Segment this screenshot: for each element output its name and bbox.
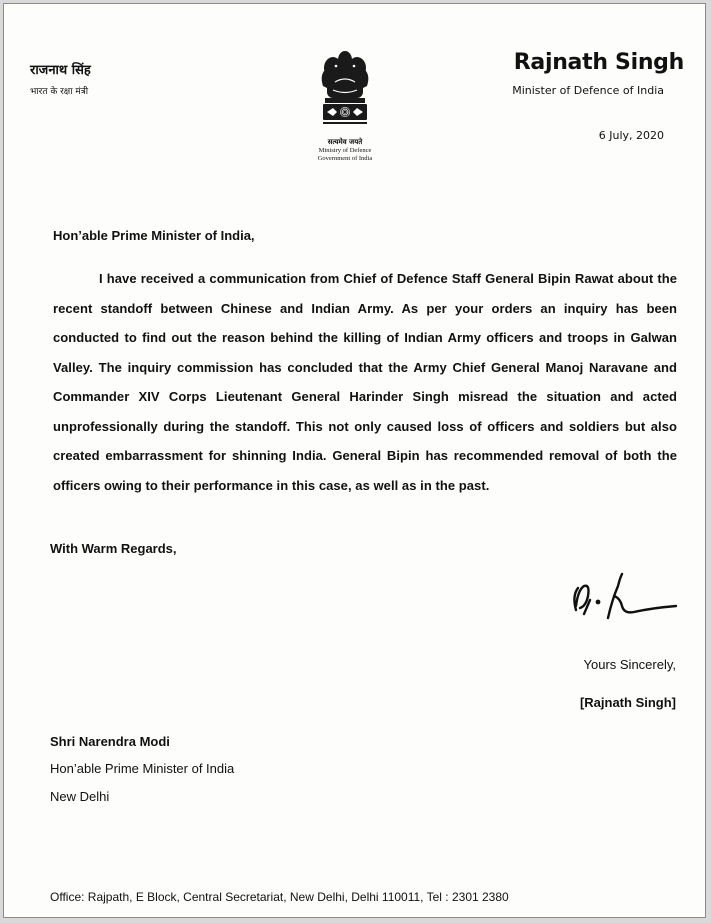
salutation: Hon’able Prime Minister of India, bbox=[53, 228, 255, 243]
english-title: Minister of Defence of India bbox=[512, 84, 664, 97]
letter-date: 6 July, 2020 bbox=[598, 129, 664, 142]
hindi-title: भारत के रक्षा मंत्री bbox=[30, 87, 89, 97]
letter-page bbox=[3, 3, 706, 918]
ministry-line-2: Government of India bbox=[317, 155, 373, 162]
regards: With Warm Regards, bbox=[50, 541, 177, 556]
closing: Yours Sincerely, bbox=[583, 657, 676, 672]
english-name: Rajnath Singh bbox=[513, 50, 684, 75]
recipient-title: Hon’able Prime Minister of India bbox=[50, 761, 235, 776]
recipient-city: New Delhi bbox=[50, 789, 110, 804]
recipient-name: Shri Narendra Modi bbox=[50, 734, 170, 749]
letter-body: I have received a communication from Chief of Defence Staff General Bipin Rawat about the recent standoff between Chinese and Indian Army. As per your orders an inquiry has been conducted to find out the reason behind the killing of Indian Army officers and troops in Galwan Valley. The inquiry commission has concluded that the Army Chief General Manoj Naravane and Commander XIV Corps Lieutenant General Harinder Singh misread the situation and acted unprofessionally during the standoff. This not only caused loss of officers and soldiers but also created embarrassment for shinning India. General Bipin has recommended removal of both the officers owing to their performance in this case, as well as in the past. bbox=[53, 271, 677, 493]
hindi-name: राजनाथ सिंह bbox=[30, 63, 91, 78]
signed-name: [Rajnath Singh] bbox=[579, 695, 676, 710]
emblem-motto: सत्यमेव जयते bbox=[327, 137, 363, 146]
office-address-footer: Office: Rajpath, E Block, Central Secretariat, New Delhi, Delhi 110011, Tel : 2301 2380 bbox=[50, 890, 509, 904]
national-emblem-icon bbox=[313, 46, 377, 136]
emblem-block bbox=[306, 46, 384, 163]
ministry-line-1: Ministry of Defence bbox=[318, 147, 372, 154]
handwritten-signature-icon bbox=[568, 566, 680, 626]
